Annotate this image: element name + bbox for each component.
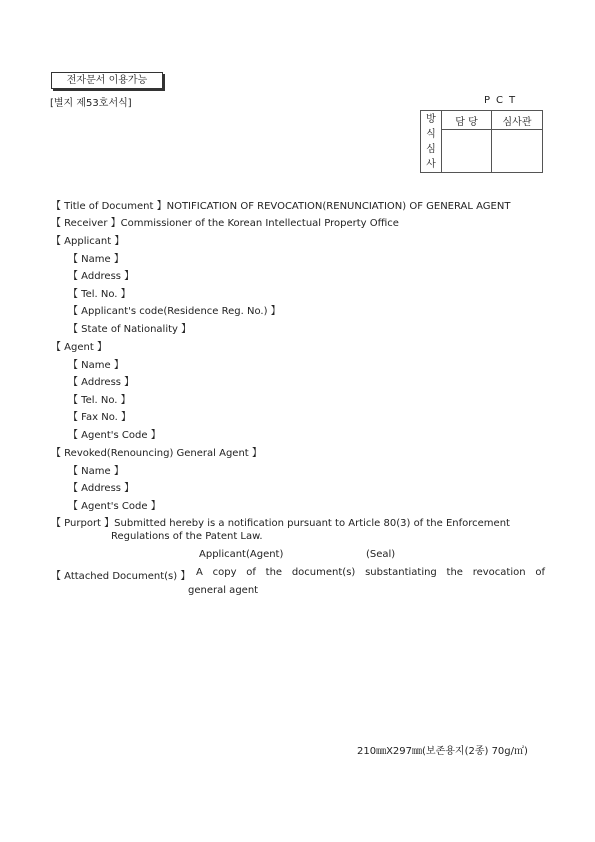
- examiner-sign-cell[interactable]: [492, 130, 543, 173]
- signature-label: Applicant(Agent): [199, 549, 284, 560]
- side-char: 심: [426, 143, 436, 155]
- agent-name-field: 【 Name 】: [68, 360, 124, 371]
- title-value: NOTIFICATION OF REVOCATION(RENUNCIATION) OF GENERAL AGENT: [166, 201, 511, 212]
- in-charge-sign-cell[interactable]: [442, 130, 492, 173]
- revoked-name-field: 【 Name 】: [68, 466, 124, 477]
- col-in-charge: 담 당: [442, 111, 492, 130]
- attached-label: 【 Attached Document(s) 】: [51, 571, 191, 582]
- side-char: 사: [426, 158, 436, 170]
- agent-fax-field: 【 Fax No. 】: [68, 412, 132, 423]
- seal-label: (Seal): [366, 549, 396, 560]
- paper-spec: 210㎜X297㎜(보존용지(2종) 70g/㎡): [357, 746, 528, 757]
- revoked-code-field: 【 Agent's Code 】: [68, 501, 161, 512]
- attached-value: A copy of the document(s) substantiating the revocation of: [196, 567, 545, 578]
- receiver-label: 【 Receiver 】: [51, 218, 121, 229]
- revoked-agent-label: 【 Revoked(Renouncing) General Agent 】: [51, 448, 262, 459]
- electronic-document-badge: 전자문서 이용가능: [51, 72, 163, 89]
- applicant-nationality-field: 【 State of Nationality 】: [68, 324, 192, 335]
- agent-address-field: 【 Address 】: [68, 377, 135, 388]
- applicant-tel-field: 【 Tel. No. 】: [68, 289, 131, 300]
- receiver-row: [51, 214, 399, 229]
- pct-label: PCT: [484, 95, 522, 106]
- applicant-name-field: 【 Name 】: [68, 254, 124, 265]
- form-number: [별지 제53호서식]: [50, 98, 132, 109]
- attached-value-cont: general agent: [188, 585, 259, 596]
- side-char: 방: [426, 113, 436, 125]
- purport-row: [51, 514, 510, 529]
- purport-value-cont: Regulations of the Patent Law.: [111, 531, 263, 542]
- agent-label: 【 Agent 】: [51, 342, 107, 353]
- purport-label: 【 Purport 】: [51, 518, 115, 529]
- side-char: 식: [426, 128, 436, 140]
- applicant-label: 【 Applicant 】: [51, 236, 125, 247]
- agent-code-field: 【 Agent's Code 】: [68, 430, 161, 441]
- review-side-label: [421, 111, 442, 173]
- attached-row: [51, 567, 190, 582]
- agent-tel-field: 【 Tel. No. 】: [68, 395, 131, 406]
- revoked-address-field: 【 Address 】: [68, 483, 135, 494]
- applicant-code-field: 【 Applicant's code(Residence Reg. No.) 】: [68, 306, 281, 317]
- review-approval-table: [420, 110, 543, 173]
- purport-value: Submitted hereby is a notification pursuant to Article 80(3) of the Enforcement: [114, 518, 510, 529]
- col-examiner: 심사관: [492, 111, 543, 130]
- title-row: [51, 197, 510, 212]
- receiver-value: Commissioner of the Korean Intellectual Property Office: [120, 218, 399, 229]
- applicant-address-field: 【 Address 】: [68, 271, 135, 282]
- title-label: 【 Title of Document 】: [51, 201, 167, 212]
